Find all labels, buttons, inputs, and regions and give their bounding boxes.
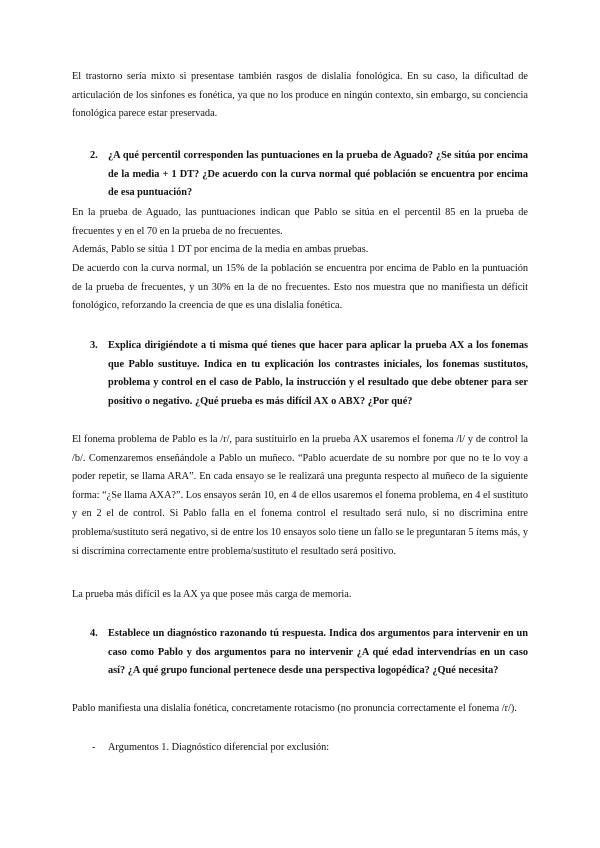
question-3-number: 3. [90, 340, 98, 351]
intro-paragraph: El trastorno sería mixto si presentase también rasgos de dislalia fonológica. En su caso, la dificultad de articulación de los sinfones es fonética, ya que no los produce en ningún contexto, sin embargo, su conciencia fonológica parece estar preservada. [72, 71, 528, 120]
question-4-text: Establece un diagnóstico razonando tú respuesta. Indica dos argumentos para intervenir en un caso como Pablo y dos argumentos para no intervenir ¿A qué edad intervendrías en un caso así? ¿A qué grupo funcional pertenece desde una perspectiva logopédica? ¿Qué necesita? [108, 628, 528, 677]
question-2-text: ¿A qué percentil corresponden las puntuaciones en la prueba de Aguado? ¿Se sitúa por encima de la media + 1 DT? ¿De acuerdo con la curva normal qué población se encuentra por encima de esa puntuación? [108, 150, 528, 199]
question-2-answer-1: En la prueba de Aguado, las puntuaciones indican que Pablo se sitúa en el percentil 85 en la prueba de frecuentes y en el 70 en la prueba de no frecuentes. [72, 207, 528, 237]
bullet-dash: - [92, 742, 96, 753]
question-2-number: 2. [90, 150, 98, 161]
question-2-answer-3: De acuerdo con la curva normal, un 15% de la población se encuentra por encima de Pablo en la puntuación de la prueba de frecuentes, y un 30% en la de no frecuentes. Esto nos muestra que no manifiesta un déficit fonológico, reforzando la creencia de que es una dislalia fonética. [72, 263, 528, 312]
question-2-answer-2: Además, Pablo se sitúa 1 DT por encima de la media en ambas pruebas. [72, 244, 369, 255]
question-4-number: 4. [90, 628, 98, 639]
bullet-item: Argumentos 1. Diagnóstico diferencial por exclusión: [108, 742, 330, 753]
question-4-answer-1: Pablo manifiesta una dislalia fonética, concretamente rotacismo (no pronuncia correctamente el fonema /r/). [72, 703, 517, 714]
question-3-answer-1: El fonema problema de Pablo es la /r/, para sustituirlo en la prueba AX usaremos el fonema /l/ y de control la /b/. Comenzaremos enseñándole a Pablo un muñeco. “Pablo acuerdate de su nombre por que no te lo voy a poder repetir, se llama ARA”. En cada ensayo se le realizará una pregunta respecto al muñeco de la siguiente forma: “¿Se llama AXA?”. Los ensayos serán 10, en 4 de ellos usaremos el fonema problema, en 4 el sustituto y en 2 el de control. Si Pablo falla en el fonema control el resultado será nulo, si no discrimina entre problema/sustituto será negativo, si de entre los 10 ensayos solo tiene un fallo se le preguntaran 5 ítems más, y si discrimina correctamente entre problema/sustituto el resultado será positivo. [72, 434, 528, 557]
question-3-text: Explica dirigiéndote a ti misma qué tienes que hacer para aplicar la prueba AX a los fonemas que Pablo sustituye. Indica en tu explicación los contrastes iniciales, los fonemas sustitutos, problema y control en el caso de Pablo, la instrucción y el resultado que debe obtener para ser positivo o negativo. ¿Qué prueba es más difícil AX o ABX? ¿Por qué? [108, 340, 528, 407]
question-3-answer-2: La prueba más difícil es la AX ya que posee más carga de memoria. [72, 589, 352, 600]
